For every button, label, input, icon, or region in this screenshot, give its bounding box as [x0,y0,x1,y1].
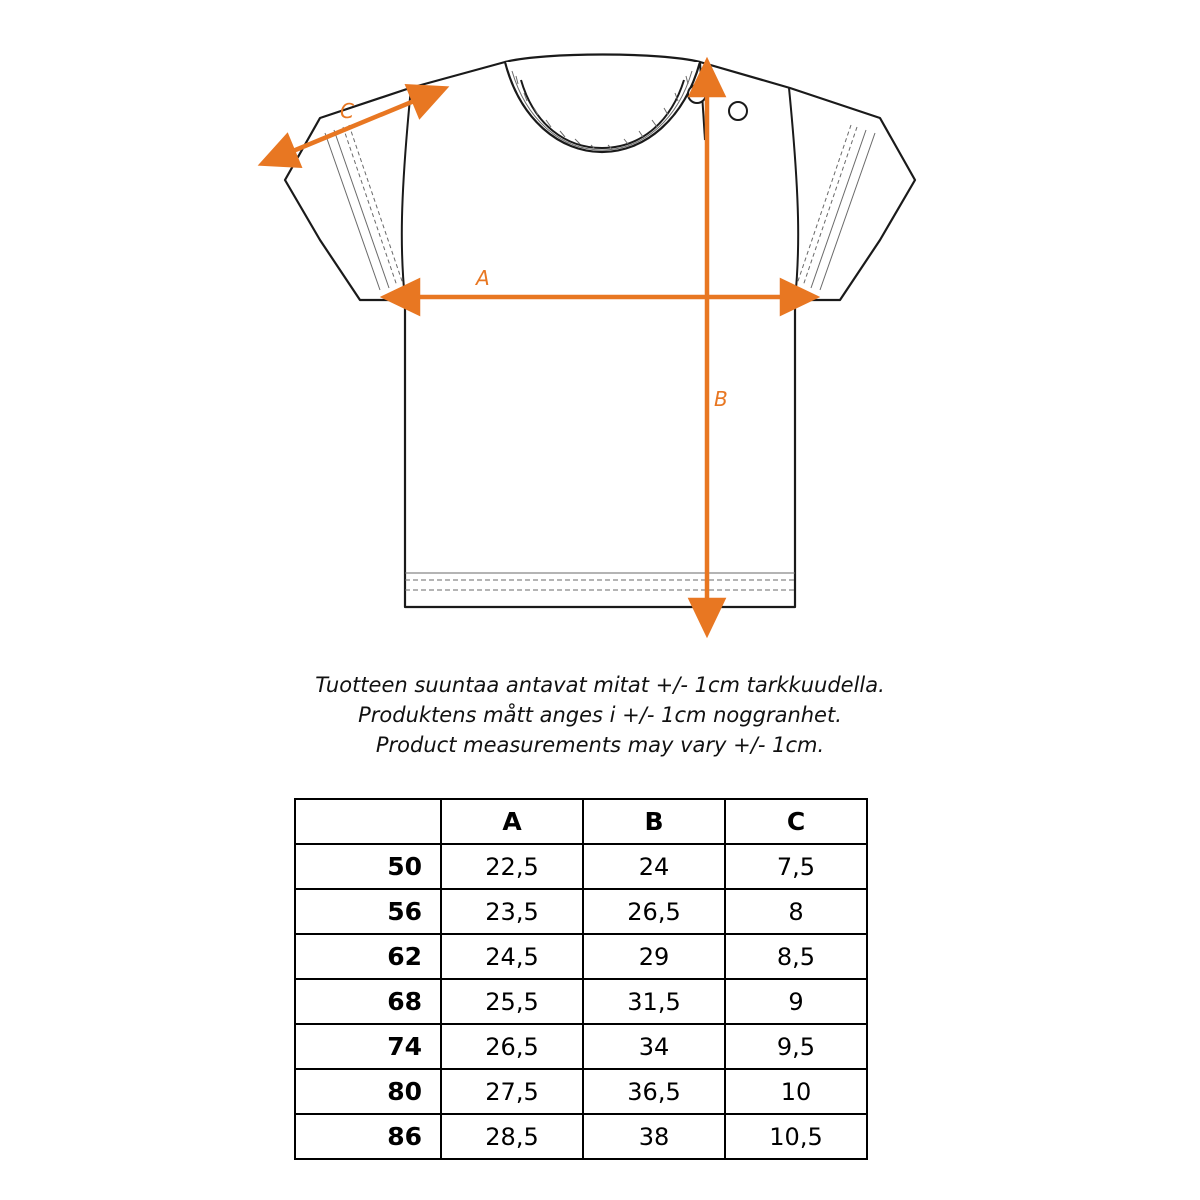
cell-a: 25,5 [441,979,583,1024]
cell-size: 56 [295,889,441,934]
header-size [295,799,441,844]
header-b: B [583,799,725,844]
measurement-notes [0,670,1200,760]
note-swedish: Produktens mått anges i +/- 1cm noggranhet. [358,703,842,727]
cell-size: 68 [295,979,441,1024]
table-row [295,844,867,889]
note-finnish: Tuotteen suuntaa antavat mitat +/- 1cm tarkkuudella. [315,673,885,697]
measure-label-c: C [340,99,354,123]
cell-c: 10 [725,1069,867,1114]
cell-b: 36,5 [583,1069,725,1114]
cell-size: 86 [295,1114,441,1159]
table-row [295,889,867,934]
cell-a: 26,5 [441,1024,583,1069]
cell-c: 8,5 [725,934,867,979]
cell-b: 31,5 [583,979,725,1024]
cell-c: 7,5 [725,844,867,889]
cell-size: 80 [295,1069,441,1114]
header-c: C [725,799,867,844]
cell-c: 9,5 [725,1024,867,1069]
note-english: Product measurements may vary +/- 1cm. [375,733,825,757]
measure-label-b: B [714,387,728,411]
table-row [295,1069,867,1114]
button-2 [729,102,747,120]
cell-a: 27,5 [441,1069,583,1114]
cell-c: 10,5 [725,1114,867,1159]
table-row [295,979,867,1024]
cell-b: 24 [583,844,725,889]
table-row [295,1024,867,1069]
cell-a: 24,5 [441,934,583,979]
cell-a: 28,5 [441,1114,583,1159]
cell-a: 23,5 [441,889,583,934]
cell-size: 74 [295,1024,441,1069]
cell-size: 62 [295,934,441,979]
cell-b: 29 [583,934,725,979]
table-header-row [295,799,867,844]
measure-label-a: A [476,266,490,290]
button-1 [688,85,706,103]
cell-c: 9 [725,979,867,1024]
header-a: A [441,799,583,844]
table-row [295,934,867,979]
table-row [295,1114,867,1159]
cell-b: 26,5 [583,889,725,934]
cell-c: 8 [725,889,867,934]
size-table [294,798,868,1160]
cell-b: 38 [583,1114,725,1159]
cell-a: 22,5 [441,844,583,889]
cell-b: 34 [583,1024,725,1069]
cell-size: 50 [295,844,441,889]
